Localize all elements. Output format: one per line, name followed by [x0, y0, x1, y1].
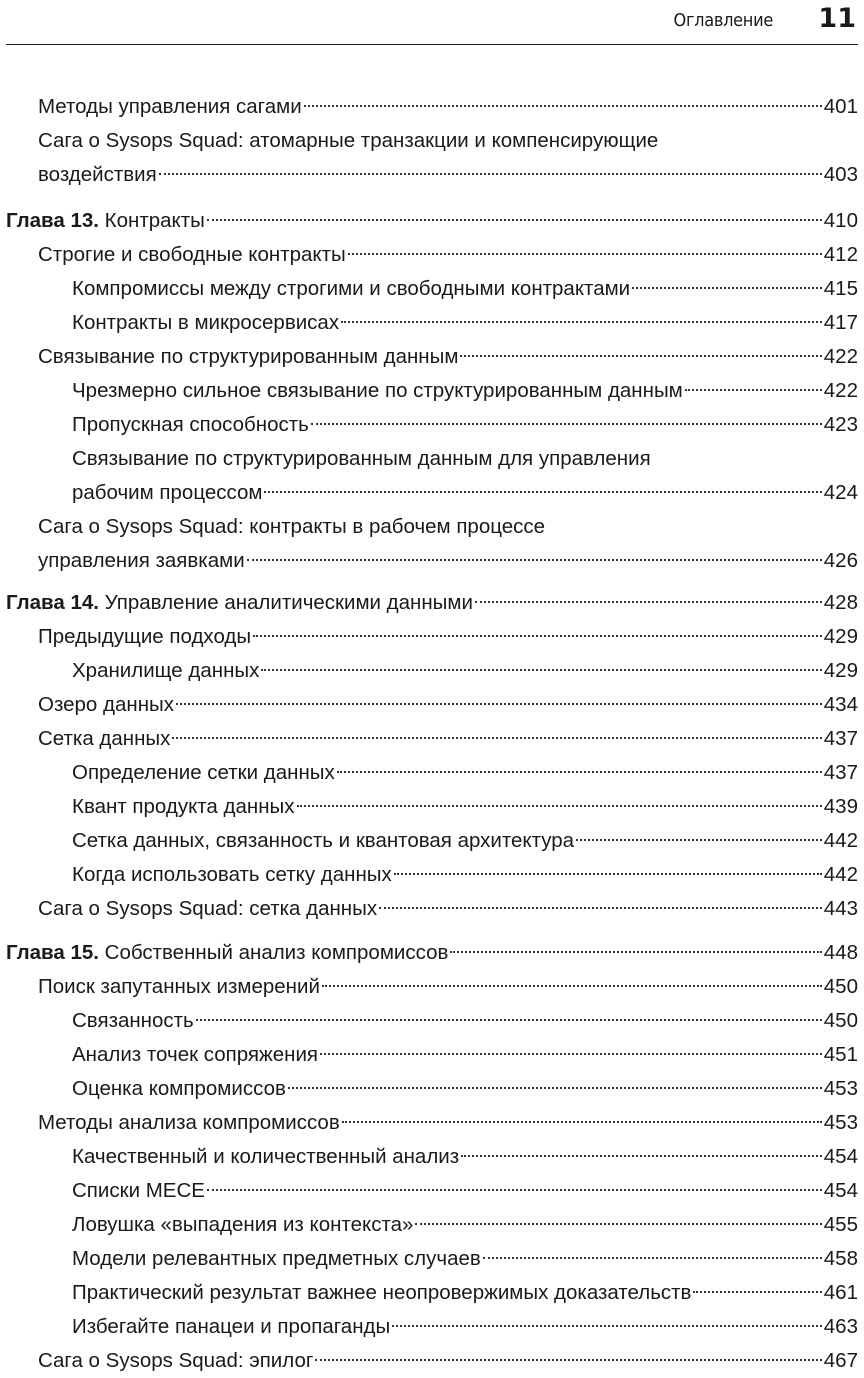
chapter-label: Глава 13. — [6, 209, 99, 232]
toc-entry-page: 429 — [823, 659, 858, 682]
toc-entry-page: 401 — [823, 95, 858, 118]
toc-entry-page: 453 — [823, 1111, 858, 1134]
toc-entry-title-line1: Связывание по структурированным данным для управления — [72, 447, 651, 470]
toc-entry-page: 442 — [823, 863, 858, 886]
dot-leader — [483, 1257, 822, 1259]
toc-entry[interactable] — [38, 970, 858, 1004]
toc-entry-title: Озеро данных — [38, 693, 175, 716]
toc-entry-title: Избегайте панацеи и пропаганды — [72, 1315, 391, 1338]
toc-entry-title-line1: Сага о Sysops Squad: контракты в рабочем процессе — [38, 515, 546, 538]
dot-leader — [196, 1019, 822, 1021]
toc-entry-page: 415 — [823, 277, 858, 300]
toc-entry[interactable] — [72, 858, 858, 892]
toc-entry-title: Пропускная способность — [72, 413, 309, 436]
toc-entry-title: Квант продукта данных — [72, 795, 295, 818]
dot-leader — [172, 737, 821, 739]
toc-entry-title: Сага о Sysops Squad: сетка данных — [38, 897, 378, 920]
toc-entry[interactable] — [72, 1038, 858, 1072]
toc-entry[interactable] — [72, 824, 858, 858]
toc-entry-page: 412 — [823, 243, 858, 266]
toc-entry[interactable] — [38, 722, 858, 756]
dot-leader — [461, 1155, 822, 1157]
toc-entry[interactable] — [38, 1106, 858, 1140]
toc-entry-page: 443 — [823, 897, 858, 920]
toc-entry-page: 434 — [823, 693, 858, 716]
toc-entry-title: управления заявками — [38, 549, 245, 572]
toc-entry-title: Хранилище данных — [72, 659, 260, 682]
toc-entry-title: Списки MECE — [72, 1179, 205, 1202]
toc-entry-title: воздействия — [38, 163, 157, 186]
dot-leader — [693, 1291, 821, 1293]
dot-leader — [394, 873, 822, 875]
toc-entry-page: 453 — [823, 1077, 858, 1100]
dot-leader — [460, 355, 821, 357]
toc-entry-page: 422 — [823, 379, 858, 402]
toc-entry[interactable] — [72, 1310, 858, 1344]
toc-entry-page: 461 — [823, 1281, 858, 1304]
toc-entry-title: Сага о Sysops Squad: эпилог — [38, 1349, 314, 1372]
toc-entry[interactable] — [72, 654, 858, 688]
toc-entry-page: 410 — [823, 209, 858, 232]
toc-entry-page: 454 — [823, 1145, 858, 1168]
dot-leader — [322, 985, 822, 987]
dot-leader — [450, 951, 821, 953]
dot-leader — [311, 423, 822, 425]
dot-leader — [207, 219, 822, 221]
toc-entry-page: 417 — [823, 311, 858, 334]
dot-leader — [207, 1189, 822, 1191]
dot-leader — [632, 287, 822, 289]
toc-entry-title: Методы управления сагами — [38, 95, 302, 118]
toc-entry-title: Методы анализа компромиссов — [38, 1111, 340, 1134]
running-head — [6, 0, 858, 45]
toc-entry-page: 454 — [823, 1179, 858, 1202]
toc-entry[interactable] — [72, 374, 858, 408]
toc-entry[interactable] — [72, 1072, 858, 1106]
toc-entry-page: 448 — [823, 941, 858, 964]
dot-leader — [392, 1325, 822, 1327]
toc-entry-page: 403 — [823, 163, 858, 186]
toc-chapter-entry[interactable] — [6, 936, 858, 970]
dot-leader — [685, 389, 822, 391]
toc-entry-title: Анализ точек сопряжения — [72, 1043, 318, 1066]
dot-leader — [415, 1223, 821, 1225]
toc-entry-title: Чрезмерно сильное связывание по структурированным данным — [72, 379, 683, 402]
toc-entry-title: Ловушка «выпадения из контекста» — [72, 1213, 414, 1236]
dot-leader — [297, 805, 822, 807]
dot-leader — [261, 669, 821, 671]
dot-leader — [341, 321, 822, 323]
dot-leader — [304, 105, 822, 107]
dot-leader — [337, 771, 822, 773]
toc-entry[interactable] — [72, 272, 858, 306]
toc-entry-title: Компромиссы между строгими и свободными контрактами — [72, 277, 631, 300]
toc-entry-page: 451 — [823, 1043, 858, 1066]
dot-leader — [315, 1359, 821, 1361]
toc-entry[interactable] — [72, 790, 858, 824]
toc-entry-page: 458 — [823, 1247, 858, 1270]
toc-entry-page: 439 — [823, 795, 858, 818]
toc-entry[interactable] — [38, 892, 858, 926]
toc-entry[interactable] — [72, 1208, 858, 1242]
dot-leader — [342, 1121, 822, 1123]
dot-leader — [379, 907, 822, 909]
toc-chapter-entry[interactable] — [6, 586, 858, 620]
toc-entry-title: рабочим процессом — [72, 481, 263, 504]
toc-entry-title: Сетка данных — [38, 727, 171, 750]
toc-chapter-entry[interactable] — [6, 204, 858, 238]
dot-leader — [320, 1053, 822, 1055]
dot-leader — [348, 253, 822, 255]
toc-entry-title: Связывание по структурированным данным — [38, 345, 459, 368]
chapter-label: Глава 14. — [6, 591, 99, 614]
toc-entry-page: 467 — [823, 1349, 858, 1372]
toc-entry-title: Контракты — [104, 209, 205, 232]
toc-entry[interactable] — [38, 90, 858, 124]
toc-entry-title: Модели релевантных предметных случаев — [72, 1247, 481, 1270]
toc-entry-title: Качественный и количественный анализ — [72, 1145, 460, 1168]
toc-entry[interactable] — [72, 1140, 858, 1174]
dot-leader — [247, 559, 822, 561]
toc-entry-title: Определение сетки данных — [72, 761, 335, 784]
toc-entry-title: Собственный анализ компромиссов — [104, 941, 449, 964]
toc-entry-page: 422 — [823, 345, 858, 368]
toc-entry[interactable] — [72, 442, 858, 510]
toc-entry-title: Строгие и свободные контракты — [38, 243, 346, 266]
dot-leader — [264, 491, 821, 493]
toc-entry-page: 442 — [823, 829, 858, 852]
dot-leader — [288, 1087, 822, 1089]
dot-leader — [475, 601, 822, 603]
toc-entry[interactable] — [38, 510, 858, 578]
dot-leader — [576, 839, 822, 841]
toc-entry[interactable] — [38, 340, 858, 374]
toc-entry-title: Практический результат важнее неопровержимых доказательств — [72, 1281, 692, 1304]
toc-entry-page: 428 — [823, 591, 858, 614]
toc-entry[interactable] — [72, 306, 858, 340]
toc-entry-page: 426 — [823, 549, 858, 572]
toc-entry-title-line1: Сага о Sysops Squad: атомарные транзакции и компенсирующие — [38, 129, 659, 152]
toc-entry[interactable] — [38, 124, 858, 192]
toc-entry-title: Связанность — [72, 1009, 194, 1032]
toc-entry-title: Контракты в микросервисах — [72, 311, 340, 334]
toc-entry-title: Оценка компромиссов — [72, 1077, 286, 1100]
toc-entry-page: 450 — [823, 975, 858, 998]
toc-entry-page: 437 — [823, 727, 858, 750]
toc-entry[interactable] — [72, 756, 858, 790]
toc-entry[interactable] — [38, 620, 858, 654]
toc-entry-page: 455 — [823, 1213, 858, 1236]
toc-entry-page: 424 — [823, 481, 858, 504]
running-head-title: Оглавление — [673, 10, 773, 31]
toc-entry-title: Предыдущие подходы — [38, 625, 252, 648]
toc-entry-page: 450 — [823, 1009, 858, 1032]
dot-leader — [176, 703, 822, 705]
toc-entry[interactable] — [72, 1276, 858, 1310]
toc-entry-page: 423 — [823, 413, 858, 436]
toc-entry[interactable] — [72, 1004, 858, 1038]
dot-leader — [253, 635, 822, 637]
chapter-label: Глава 15. — [6, 941, 99, 964]
toc-entry-page: 463 — [823, 1315, 858, 1338]
toc-entry[interactable] — [38, 1344, 858, 1378]
running-head-page-number: 11 — [818, 3, 856, 34]
toc-entry[interactable] — [72, 408, 858, 442]
toc-entry[interactable] — [72, 1174, 858, 1208]
toc-entry-title: Сетка данных, связанность и квантовая архитектура — [72, 829, 575, 852]
toc-entry-title: Управление аналитическими данными — [104, 591, 473, 614]
toc-entry[interactable] — [72, 1242, 858, 1276]
toc-entry-page: 437 — [823, 761, 858, 784]
toc-entry-title: Когда использовать сетку данных — [72, 863, 392, 886]
toc-entry-title: Поиск запутанных измерений — [38, 975, 320, 998]
dot-leader — [159, 173, 822, 175]
toc-entry-page: 429 — [823, 625, 858, 648]
toc-entry[interactable] — [38, 688, 858, 722]
toc-entry[interactable] — [38, 238, 858, 272]
